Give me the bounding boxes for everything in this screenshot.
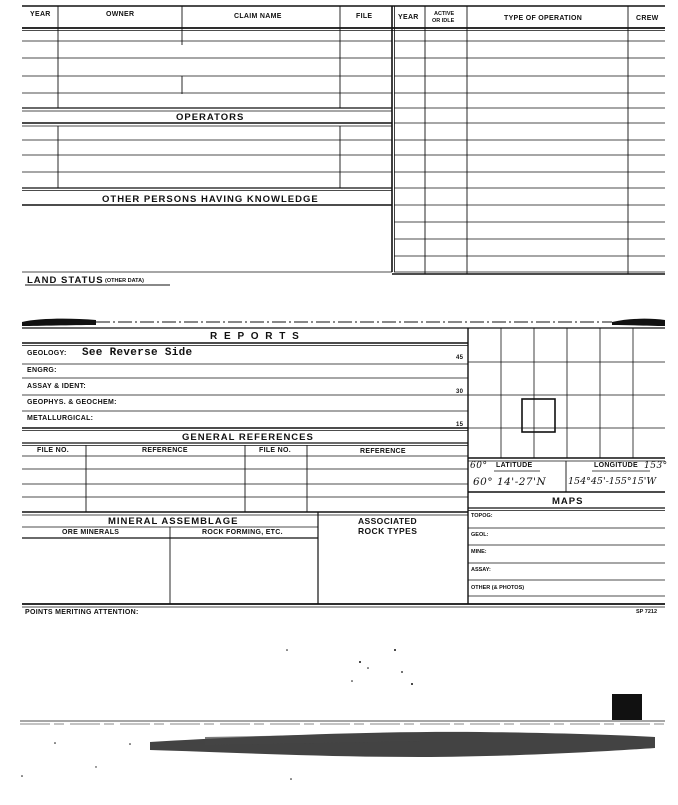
maps-topog-label: TOPOG: <box>471 513 493 519</box>
header-col-claim-name: CLAIM NAME <box>234 13 282 20</box>
mineral-assemblage-heading: MINERAL ASSEMBLAGE <box>108 516 239 527</box>
other-persons-heading: OTHER PERSONS HAVING KNOWLEDGE <box>102 194 319 205</box>
latitude-label: LATITUDE <box>496 462 533 469</box>
header-col-active: ACTIVE <box>434 11 455 17</box>
header-col-year: YEAR <box>30 11 51 18</box>
reports-heading: R E P O R T S <box>210 331 301 342</box>
header-col-year-2: YEAR <box>398 14 419 21</box>
assay-ident-label: ASSAY & IDENT: <box>27 383 87 390</box>
gr-col-reference-2: REFERENCE <box>360 448 406 455</box>
operators-heading: OPERATORS <box>176 112 245 123</box>
maps-mine-label: MINE: <box>471 549 487 555</box>
latitude-value: 60° 14'-27'N <box>473 476 547 488</box>
gr-col-file-no-2: FILE NO. <box>259 447 291 454</box>
header-col-or-idle: OR IDLE <box>432 18 455 24</box>
form-number: SP 7212 <box>636 609 658 615</box>
longitude-suffix: 153° <box>644 461 668 471</box>
rock-types-heading: ROCK TYPES <box>358 526 418 536</box>
latitude-prefix: 60° <box>470 461 488 471</box>
header-col-type-of-operation: TYPE OF OPERATION <box>504 15 583 22</box>
points-meriting-attention-label: POINTS MERITING ATTENTION: <box>25 609 139 616</box>
header-col-crew: CREW <box>636 15 659 22</box>
ore-minerals-header: ORE MINERALS <box>62 529 120 536</box>
margin-number-30: 30 <box>456 389 464 395</box>
geophys-geochem-label: GEOPHYS. & GEOCHEM: <box>27 399 117 406</box>
geology-label: GEOLOGY: <box>27 350 67 357</box>
maps-other-photos-label: OTHER (& PHOTOS) <box>471 585 525 591</box>
land-status-subheading: (OTHER DATA) <box>105 278 144 284</box>
header-col-owner: OWNER <box>106 11 135 18</box>
rock-forming-header: ROCK FORMING, ETC. <box>202 529 283 536</box>
land-status-heading: LAND STATUS <box>27 275 104 286</box>
gr-col-file-no-1: FILE NO. <box>37 447 69 454</box>
longitude-label: LONGITUDE <box>594 462 638 469</box>
general-references-heading: GENERAL REFERENCES <box>182 432 314 443</box>
maps-assay-label: ASSAY: <box>471 567 491 573</box>
metallurgical-label: METALLURGICAL: <box>27 415 94 422</box>
associated-heading: ASSOCIATED <box>358 516 418 526</box>
engrg-label: ENGRG: <box>27 367 57 374</box>
gr-col-reference-1: REFERENCE <box>142 447 188 454</box>
header-col-file: FILE <box>356 13 373 20</box>
margin-number-45: 45 <box>456 355 464 361</box>
maps-geol-label: GEOL: <box>471 532 489 538</box>
maps-heading: MAPS <box>552 496 584 507</box>
geology-value: See Reverse Side <box>82 347 193 359</box>
margin-number-15: 15 <box>456 422 464 428</box>
longitude-value: 154°45'-155°15'W <box>568 476 657 487</box>
